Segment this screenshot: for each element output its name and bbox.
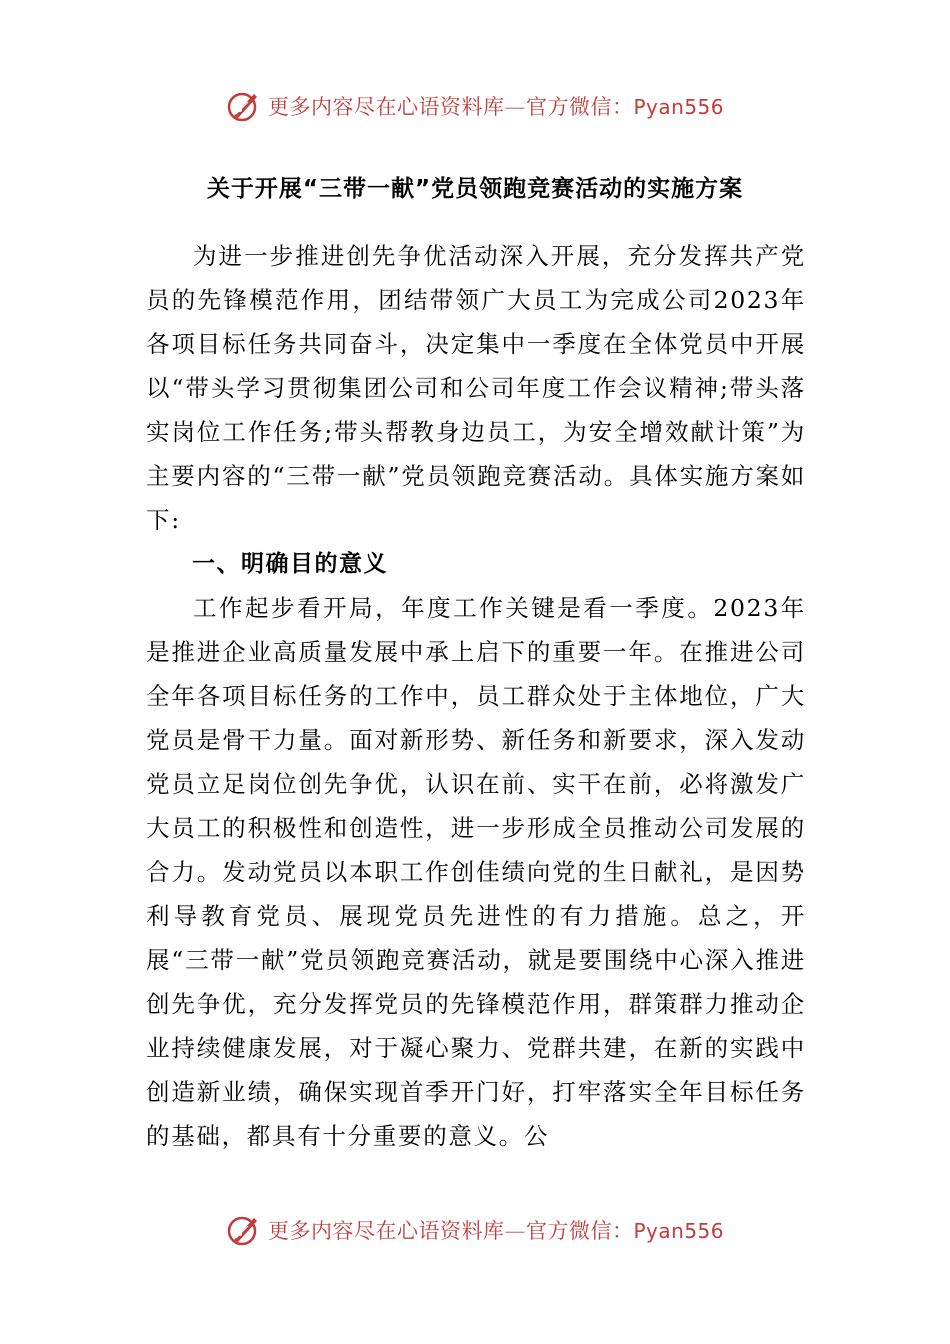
banner-text [268, 1215, 724, 1245]
quill-pen-logo-icon [226, 1212, 262, 1248]
section-paragraph: 工作起步看开局，年度工作关键是看一季度。2023年是推进企业高质量发展中承上启下的重要一年。在推进公司全年各项目标任务的工作中，员工群众处于主体地位，广大党员是骨干力量。面对新形势、新任务和新要求，深入发动党员立足岗位创先争优，认识在前、实干在前，必将激发广大员工的积极性和创造性，进一步形成全员推动公司发展的合力。发动党员以本职工作创佳绩向党的生日献礼，是因势利导教育党员、展现党员先进性的有力措施。总之，开展“三带一献”党员领跑竞赛活动，就是要围绕中心深入推进创先争优，充分发挥党员的先锋模范作用，群策群力推动企业持续健康发展，对于凝心聚力、党群共建，在新的实践中创造新业绩，确保实现首季开门好，打牢落实全年目标任务的基础，都具有十分重要的意义。公 [146, 594, 806, 1150]
banner-dash: — [504, 1219, 526, 1243]
header-banner [0, 86, 950, 126]
banner-main-text: 更多内容尽在心语资料库 [267, 95, 505, 119]
banner-main-text: 更多内容尽在心语资料库 [267, 1219, 505, 1243]
intro-paragraph: 为进一步推进创先争优活动深入开展，充分发挥共产党员的先锋模范作用，团结带领广大员工为完成公司2023年各项目标任务共同奋斗，决定集中一季度在全体党员中开展以“带头学习贯彻集团公司和公司年度工作会议精神;带头落实岗位工作任务;带头帮教身边员工，为安全增效献计策”为主要内容的“三带一献”党员领跑竞赛活动。具体实施方案如下: [146, 242, 806, 534]
banner-account: Pyan556 [633, 95, 724, 119]
banner-label: 官方微信： [525, 95, 634, 119]
banner-label: 官方微信： [525, 1219, 634, 1243]
banner-account: Pyan556 [633, 1219, 724, 1243]
quill-pen-logo-icon [226, 88, 262, 124]
document-body [146, 234, 806, 1158]
footer-banner [0, 1210, 950, 1250]
section-heading: 一、明确目的意义 [192, 551, 388, 577]
banner-dash: — [504, 95, 526, 119]
document-title: 关于开展“三带一献”党员领跑竞赛活动的实施方案 [206, 176, 744, 202]
banner-text [268, 91, 724, 121]
